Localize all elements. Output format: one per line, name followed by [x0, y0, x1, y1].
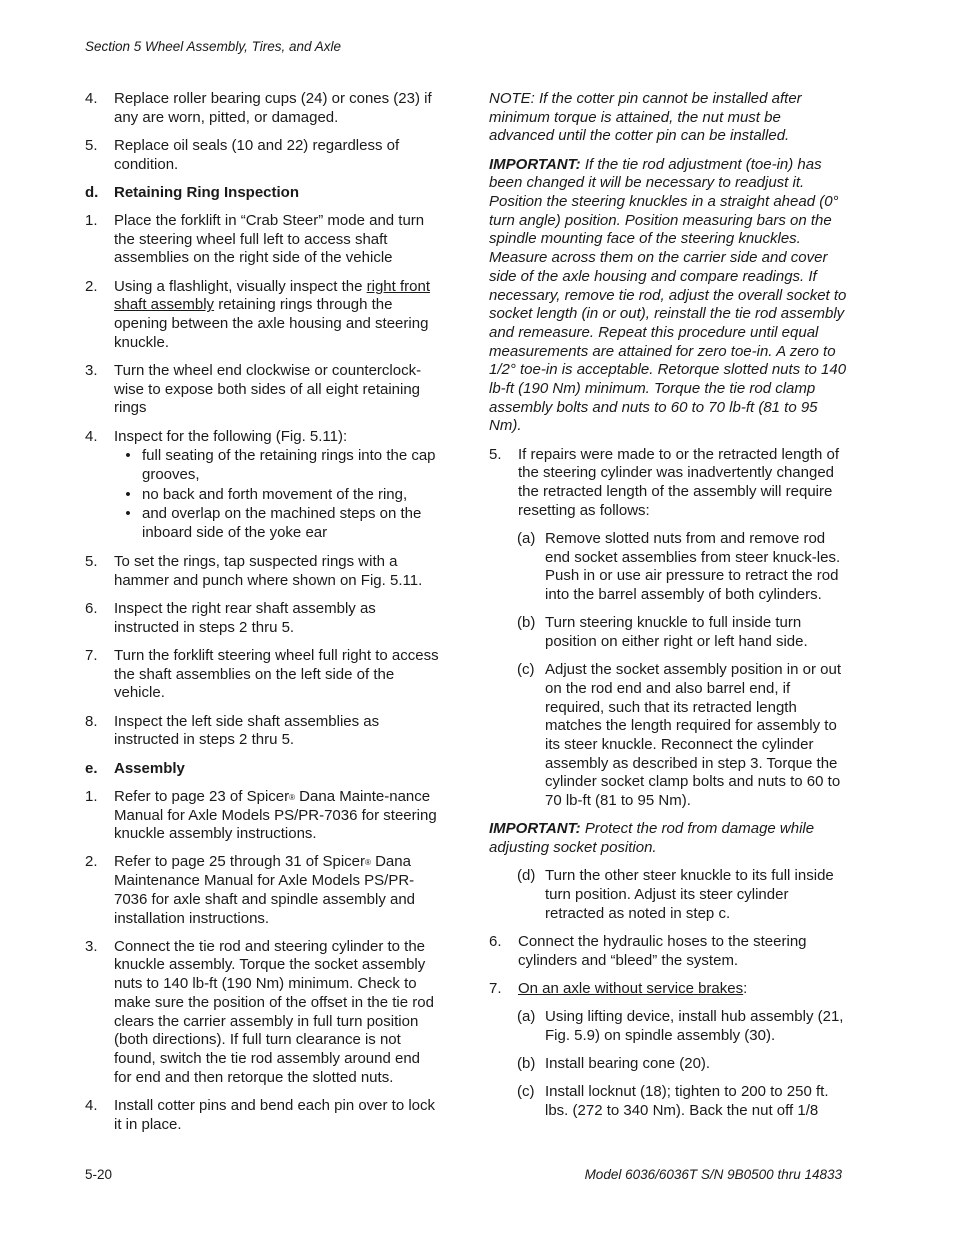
list-item: 7. Turn the forklift steering wheel full right to access the shaft assemblies on the left side of the vehicle. [85, 647, 439, 702]
right-column [489, 90, 847, 1130]
list-item: 2. Refer to page 25 through 31 of Spicer® Dana Maintenance Manual for Axle Models PS/PR-7036 for axle shaft and spindle assembly and installation instructions. [85, 853, 416, 927]
sub-list-item: (d) Turn the other steer knuckle to its full inside turn position. Adjust its steer cylinder retracted as noted in step c. [517, 867, 834, 922]
list-item: 8. Inspect the left side shaft assemblies as instructed in steps 2 thru 5. [85, 712, 380, 749]
list-item: 2. Using a flashlight, visually inspect the right front shaft assembly retaining rings through the opening between the axle housing and steering knuckle. [85, 277, 431, 351]
list-item: 3. Turn the wheel end clockwise or counterclock-wise to expose both sides of all eight retaining rings [85, 361, 422, 417]
list-item: 1. Place the forklift in “Crab Steer” mode and turn the steering wheel full left to access shaft assemblies on the right side of the vehicle [85, 212, 425, 267]
list-item: 6. Inspect the right rear shaft assembly as instructed in steps 2 thru 5. [85, 600, 376, 636]
list-item: 7. On an axle without service brakes: [489, 979, 748, 997]
page-header: Section 5 Wheel Assembly, Tires, and Axle [85, 39, 341, 54]
list-item: 4. Install cotter pins and bend each pin over to lock it in place. [85, 1096, 436, 1133]
sub-list-item: (b) Install bearing cone (20). [517, 1054, 711, 1072]
section-heading-e: e. Assembly [85, 759, 185, 777]
page-number: 5-20 [85, 1167, 113, 1182]
bullet-item: • no back and forth movement of the ring, [114, 486, 440, 505]
list-item: 5. To set the rings, tap suspected rings with a hammer and punch where shown on Fig. 5.11. [85, 553, 423, 589]
sub-list-item: (b) Turn steering knuckle to full inside turn position on either right or left hand side. [517, 614, 808, 650]
bullet-item: • and overlap on the machined steps on the inboard side of the yoke ear [114, 505, 440, 542]
bullet-list [114, 447, 440, 543]
note-paragraph: NOTE: If the cotter pin cannot be installed after minimum torque is attained, the nut must be advanced until the cotter pin can be installed. [489, 90, 802, 145]
sub-list-item: (c) Install locknut (18); tighten to 200 to 250 ft. lbs. (272 to 340 Nm). Back the nut off 1/8 [517, 1083, 829, 1119]
bullet-icon: • [125, 485, 131, 503]
list-item: 4. Inspect for the following (Fig. 5.11): • full seating of the retaining rings into the cap grooves, • no back and forth movement of the ring, • and overlap on the machined steps on the inboard side of the yoke ear [85, 428, 440, 544]
model-footer: Model 6036/6036T S/N 9B0500 thru 14833 [584, 1167, 842, 1182]
list-item: 3. Connect the tie rod and steering cylinder to the knuckle assembly. Torque the socket assembly nuts to 140 lb-ft (190 Nm) minimum. Check to make sure the position of the offset in the tie rod clears the carrier assembly in full turn position (both directions). If full turn clearance is not found, switch the tie rod assembly around end for end and then retorque the slotted nuts. [85, 937, 434, 1086]
left-column [85, 90, 440, 1144]
list-item: 1. Refer to page 23 of Spicer® Dana Mainte-nance Manual for Axle Models PS/PR-7036 for steering knuckle assembly instructions. [85, 787, 437, 843]
important-paragraph: IMPORTANT: If the tie rod adjustment (toe-in) has been changed it will be necessary to readjust it. Position the steering knuckles in a straight ahead (0° turn angle) position. Position measuring bars on the spindle mounting face of the steering knuckles. Measure across them on the carrier side and cover side of the axle housing and compare readings. If necessary, remove tie rod, adjust the overall socket to socket length (in or out), reinstall the tie rod assembly and remeasure. Repeat this procedure until equal measurements are attained for zero toe-in. A zero to 1/2° toe-in is acceptable. Retorque slotted nuts to 140 lb-ft (190 Nm) minimum. Torque the tie rod clamp assembly bolts and nuts to 60 to 70 lb-ft (81 to 95 Nm). [489, 155, 847, 435]
sub-list-item: (c) Adjust the socket assembly position in or out on the rod end and also barrel end, if required, such that its retracted length matches the length required for assembly to its steer knuckle. Reconnect the cylinder assembly as described in step 3. Torque the cylinder socket clamp bolts and nuts to 60 to 70 lb-ft (81 to 95 Nm). [517, 661, 841, 810]
list-item: 4. Replace roller bearing cups (24) or cones (23) if any are worn, pitted, or damaged. [85, 90, 432, 126]
sub-list-item: (a) Using lifting device, install hub assembly (21, Fig. 5.9) on spindle assembly (30). [517, 1007, 844, 1044]
list-item: 6. Connect the hydraulic hoses to the steering cylinders and “bleed” the system. [489, 932, 807, 969]
bullet-icon: • [125, 505, 131, 523]
list-item: 5. If repairs were made to or the retracted length of the steering cylinder was inadvertently changed the retracted length of the assembly will require resetting as follows: [489, 445, 839, 519]
bullet-icon: • [125, 447, 131, 465]
bullet-item: • full seating of the retaining rings into the cap grooves, [114, 447, 440, 484]
sub-list-item: (a) Remove slotted nuts from and remove rod end socket assemblies from steer knuck-les. Push in or use air pressure to retract the rod into the barrel assembly of both cylinders. [517, 529, 841, 604]
important-paragraph: IMPORTANT: Protect the rod from damage while adjusting socket position. [489, 820, 815, 857]
section-heading-d: d. Retaining Ring Inspection [85, 183, 300, 201]
list-item: 5. Replace oil seals (10 and 22) regardless of condition. [85, 136, 400, 173]
